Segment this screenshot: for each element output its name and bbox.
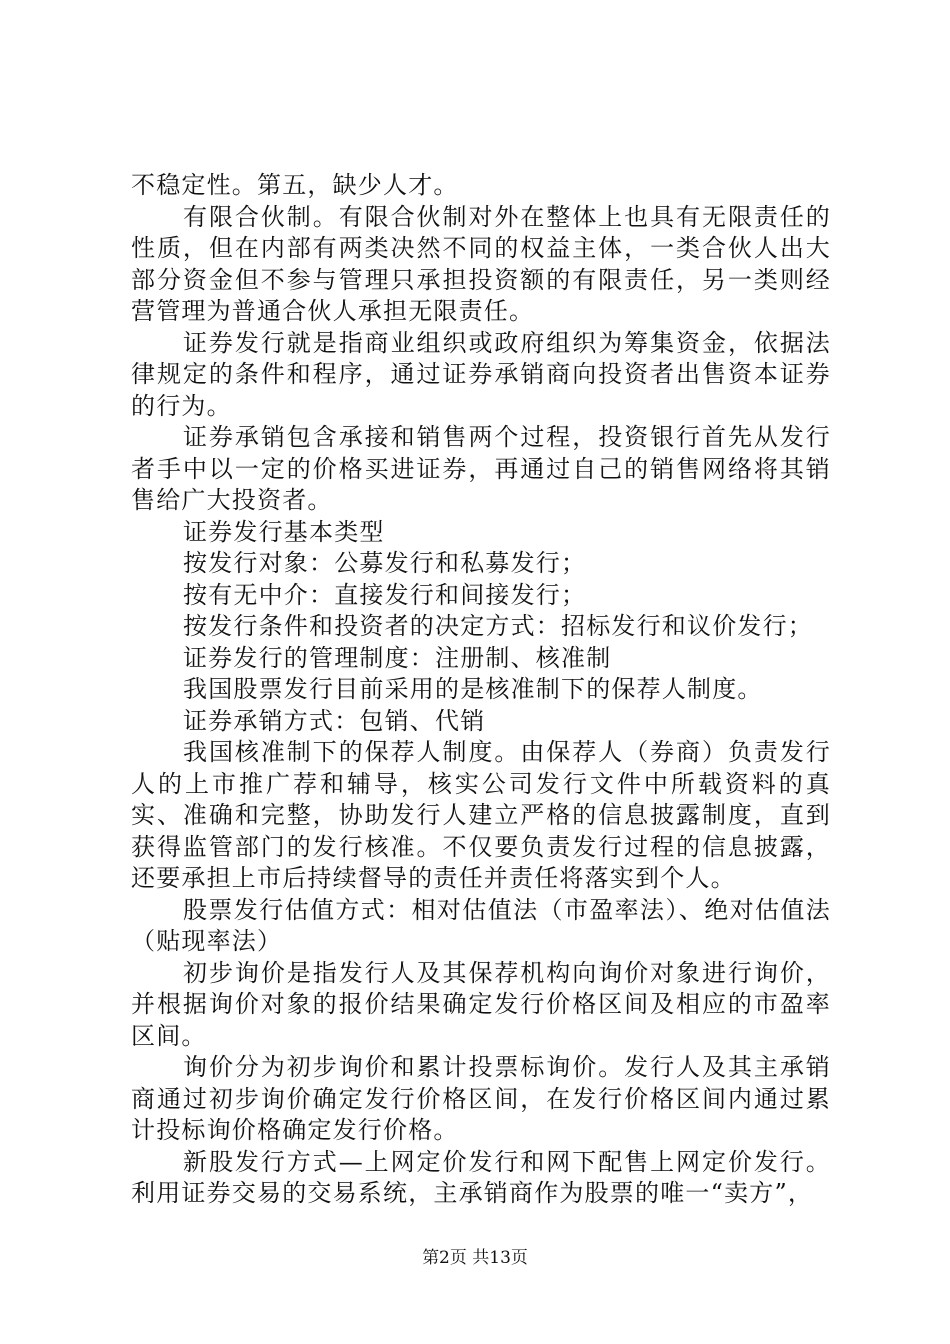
paragraph: 我国股票发行目前采用的是核准制下的保荐人制度。 [183,675,763,703]
page-number-footer: 第2页 共13页 [422,1248,528,1268]
paragraph: 我国核准制下的保荐人制度。由保荐人（券商）负责发行人的上市推广荐和辅导，核实公司发行文件中所载资料的真实、准确和完整，协助发行人建立严格的信息披露制度，直到获得监管部门的发行核准。不仅要负责发行过程的信息披露，还要承担上市后持续督导的责任并责任将落实到个人。 [131,738,831,892]
document-body [131,170,831,1210]
paragraph: 询价分为初步询价和累计投票标询价。发行人及其主承销商通过初步询价确定发行价格区间，在发行价格区间内通过累计投标询价格确定发行价格。 [131,1053,831,1144]
paragraph: 有限合伙制。有限合伙制对外在整体上也具有无限责任的性质，但在内部有两类决然不同的权益主体，一类合伙人出大部分资金但不参与管理只承担投资额的有限责任，另一类则经营管理为普通合伙人承担无限责任。 [131,202,831,325]
paragraph: 按发行条件和投资者的决定方式：招标发行和议价发行； [183,612,813,640]
paragraph: 新股发行方式—上网定价发行和网下配售上网定价发行。利用证券交易的交易系统，主承销商作为股票的唯一“卖方”， [131,1147,831,1207]
paragraph: 股票发行估值方式：相对估值法（市盈率法）、绝对估值法（贴现率法） [131,895,831,955]
paragraph: 按有无中介：直接发行和间接发行； [183,580,587,609]
paragraph: 证券承销包含承接和销售两个过程，投资银行首先从发行者手中以一定的价格买进证券，再通过自己的销售网络将其销售给广大投资者。 [131,423,831,514]
paragraph: 证券承销方式：包销、代销 [183,706,486,735]
paragraph: 按发行对象：公募发行和私募发行； [183,549,587,577]
paragraph: 不稳定性。第五，缺少人才。 [131,171,459,199]
paragraph: 证券发行的管理制度：注册制、核准制 [183,643,612,672]
paragraph: 证券发行基本类型 [183,517,385,546]
paragraph: 初步询价是指发行人及其保荐机构向询价对象进行询价，并根据询价对象的报价结果确定发行价格区间及相应的市盈率区间。 [131,958,831,1050]
paragraph: 证券发行就是指商业组织或政府组织为筹集资金，依据法律规定的条件和程序，通过证券承销商向投资者出售资本证券的行为。 [131,328,831,420]
